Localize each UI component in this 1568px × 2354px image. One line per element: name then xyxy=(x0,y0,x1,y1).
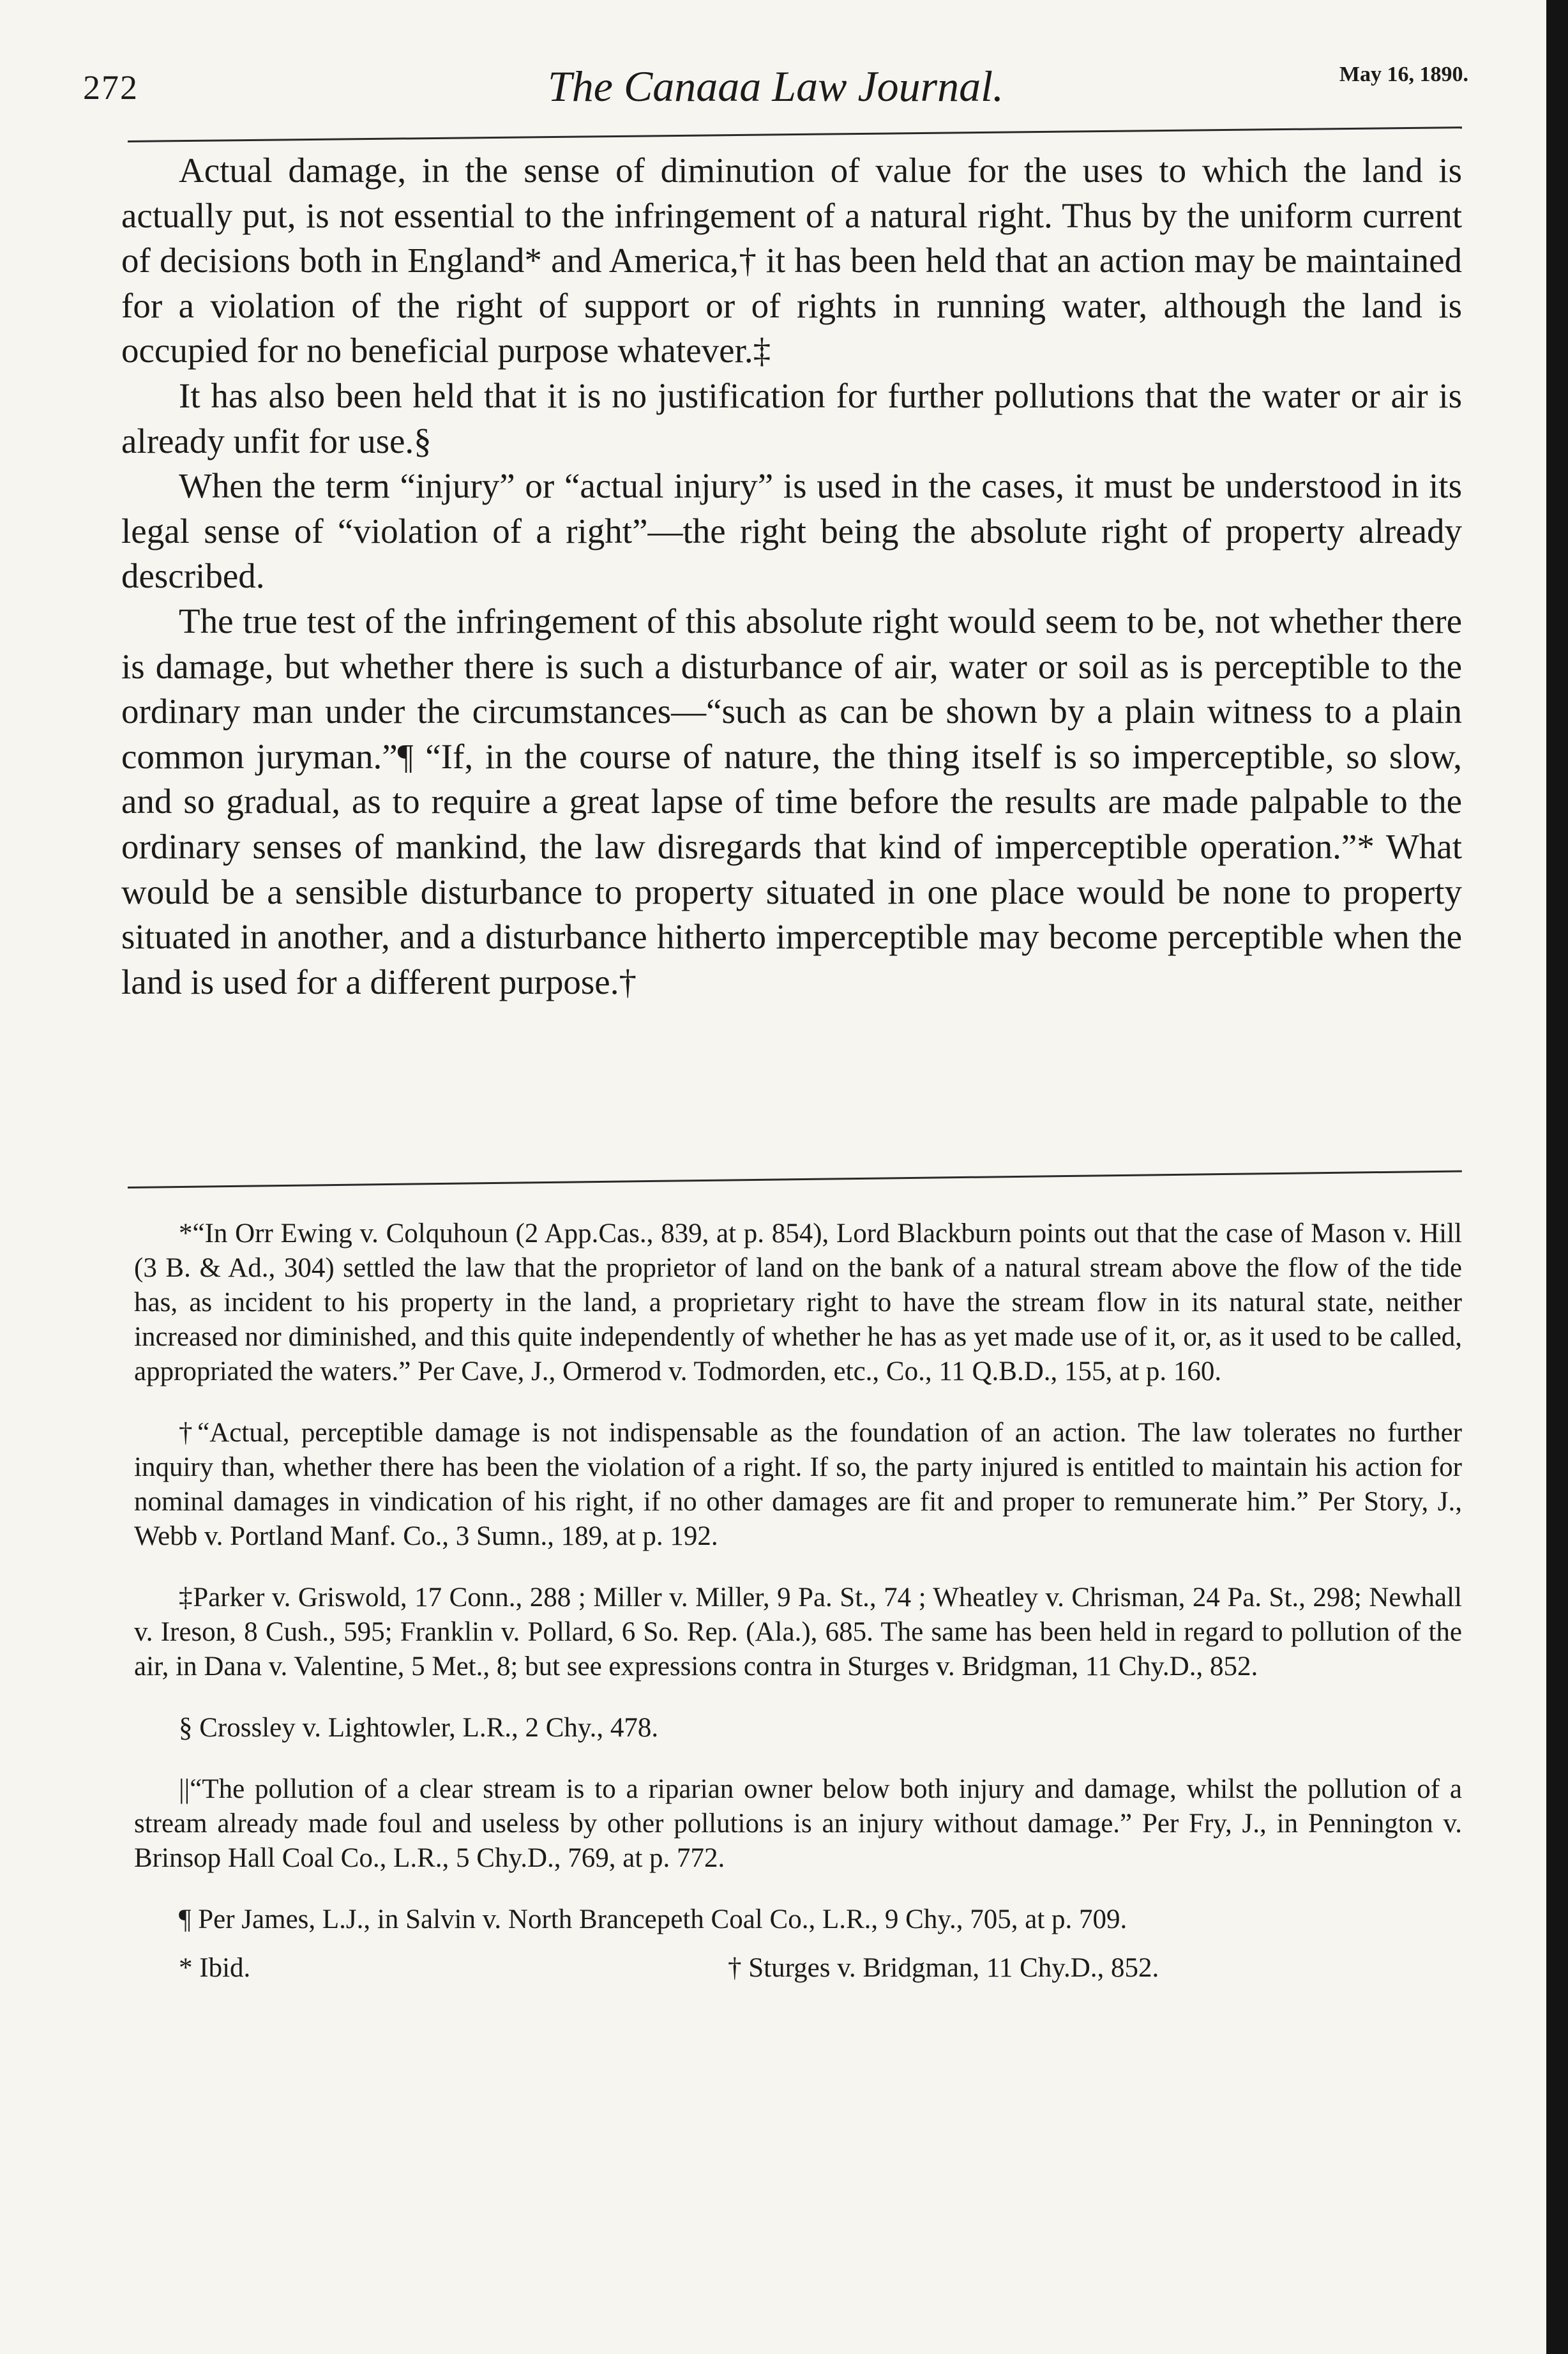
page-number: 272 xyxy=(83,68,139,107)
footnote-5: ||“The pollution of a clear stream is to a riparian owner below both injury and damage, whilst the pollution of a stream already made foul and useless by other pollutions is an injury without damage.” Per Fry, J., in Pennington v. Brinsop Hall Coal Co., L.R., 5 Chy.D., 769, at p. 772. xyxy=(134,1774,1462,1873)
issue-date: May 16, 1890. xyxy=(1339,63,1468,86)
footnote-3: ‡Parker v. Griswold, 17 Conn., 288 ; Miller v. Miller, 9 Pa. St., 74 ; Wheatley v. Chrisman, 24 Pa. St., 298; Newhall v. Ireson, 8 Cush., 595; Franklin v. Pollard, 6 So. Rep. (Ala.), 685. The same has been held in regard to pollution of the air, in Dana v. Valentine, 5 Met., 8; but see expressions contra in Sturges v. Bridgman, 11 Chy.D., 852. xyxy=(134,1583,1462,1682)
main-text xyxy=(121,148,1462,1005)
page-edge-shadow xyxy=(1546,0,1568,2354)
footnotes xyxy=(134,1217,1462,1989)
paragraph-4: The true test of the infringement of this absolute right would seem to be, not whether there is damage, but whether there is such a disturbance of air, water or soil as is perceptible to the ordinary man under the circumstances—“such as can be shown by a plain witness to a plain common juryman.”¶ “If, in the course of nature, the thing itself is so imperceptible, so slow, and so gradual, as to require a great lapse of time before the results are made palpable to the ordinary senses of mankind, the law disregards that kind of imperceptible operation.”* What would be a sensible disturbance to property situated in one place would be none to property situated in another, and a disturbance hitherto imperceptible may become perceptible when the land is used for a different purpose.† xyxy=(121,601,1462,1001)
footnote-7: * Ibid. xyxy=(179,1953,251,1983)
footnote-8: † Sturges v. Bridgman, 11 Chy.D., 852. xyxy=(728,1953,1159,1983)
paragraph-2: It has also been held that it is no justification for further pollutions that the water or air is already unfit for use.§ xyxy=(121,376,1462,460)
running-title: The Canaaa Law Journal. xyxy=(547,62,1004,110)
footnote-1: *“In Orr Ewing v. Colquhoun (2 App.Cas., 839, at p. 854), Lord Blackburn points out that the case of Mason v. Hill (3 B. & Ad., 304) settled the law that the proprietor of land on the bank of a natural stream above the flow of the tide has, as incident to his property in the land, a proprietary right to have the stream flow in its natural state, neither increased nor diminished, and this quite independently of whether he has as yet made use of it, or, as it used to be called, appropriated the waters.” Per Cave, J., Ormerod v. Todmorden, etc., Co., 11 Q.B.D., 155, at p. 160. xyxy=(134,1219,1462,1386)
paragraph-1: Actual damage, in the sense of diminution of value for the uses to which the land is actually put, is not essential to the infringement of a natural right. Thus by the uniform current of decisions both in England* and America,† it has been held that an action may be maintained for a violation of the right of support or of rights in running water, although the land is occupied for no beneficial purpose whatever.‡ xyxy=(121,151,1462,370)
page-header xyxy=(83,61,1468,138)
footnote-4: § Crossley v. Lightowler, L.R., 2 Chy., 478. xyxy=(179,1713,659,1743)
paragraph-3: When the term “injury” or “actual injury” is used in the cases, it must be understood in its legal sense of “violation of a right”—the right being the absolute right of property already described. xyxy=(121,466,1462,596)
footnote-6: ¶ Per James, L.J., in Salvin v. North Brancepeth Coal Co., L.R., 9 Chy., 705, at p. 709. xyxy=(179,1904,1127,1934)
footnote-row xyxy=(134,1951,1462,1989)
footnote-2: †“Actual, perceptible damage is not indispensable as the foundation of an action. The law tolerates no further inquiry than, whether there has been the violation of a right. If so, the party injured is entitled to maintain his action for nominal damages in vindication of his right, if no other damages are fit and proper to remunerate him.” Per Story, J., Webb v. Portland Manf. Co., 3 Sumn., 189, at p. 192. xyxy=(134,1418,1462,1551)
footnote-rule xyxy=(128,1170,1462,1188)
